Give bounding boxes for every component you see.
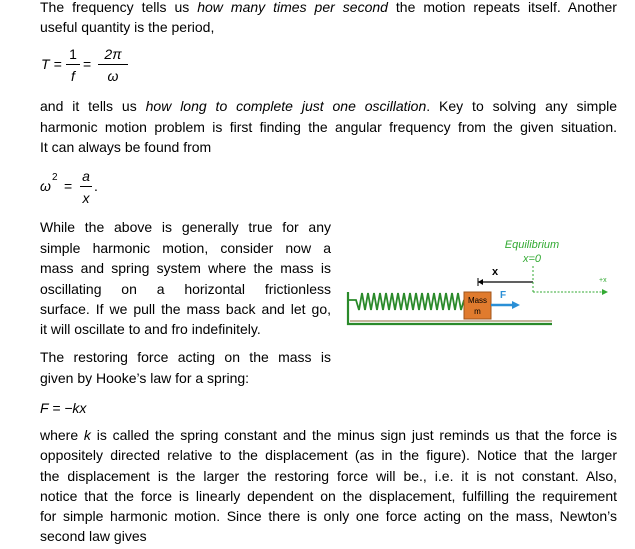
paragraph-3-line: it will oscillate to and fro indefinitely. [40,321,261,337]
fraction-1-denominator: f [71,68,75,84]
paragraph-1-line-2: useful quantity is the period, [40,19,215,35]
fraction-2-numerator: 2π [104,46,122,62]
mass-symbol: m [474,307,481,316]
displacement-label: x [492,266,499,278]
plus-x-label: +x [599,277,607,284]
paragraph-5-line-1: where k is called the spring constant and the minus sign just reminds us that the force is [40,427,617,443]
paragraph-2-line-1: and it tells us how long to complete just one oscillation. Key to solving any simple [40,98,618,114]
paragraph-2-line-3: It can always be found from [40,139,212,155]
equation-hooke: F = −kx [40,400,87,416]
paragraph-3-line: oscillating on a horizontal frictionless [40,281,331,297]
fraction-2-bar [98,64,128,65]
paragraph-5-line: notice that the force is linearly dependent on the displacement, fulfilling the requirement [40,488,617,504]
x-zero-label: x=0 [522,253,542,265]
paragraph-4-line: given by Hooke’s law for a spring: [40,370,250,386]
fraction-2-denominator: ω [107,68,119,84]
paragraph-5-line: second law gives [40,528,147,544]
paragraph-4-line: The restoring force acting on the mass is [40,349,331,365]
paragraph-3-line: While the above is generally true for any [40,219,331,235]
emphasis-text: how many times per second [197,0,388,15]
paragraph-1-line-1: The frequency tells us how many times per second the motion repeats itself. Another [40,0,617,15]
emphasis-text: k [83,427,91,443]
paragraph-2-line-2: harmonic motion problem is first finding the angular frequency from the given situation. [40,119,617,135]
equation-omega-period: . [94,178,98,194]
equation-period-equals: = [83,56,92,72]
equation-omega-superscript: 2 [52,172,58,183]
equation-omega-equals: = [64,178,73,194]
emphasis-text: how long to complete just one oscillation [145,98,427,114]
paragraph-5-line: the displacement is the larger the restoring force will be., i.e. it is not constant. Also, [40,468,617,484]
equation-omega-symbol: ω [40,178,51,194]
paragraph-3-line: simple harmonic motion, consider now a [40,240,331,256]
mass-label: Mass [467,296,488,305]
equation-period-lhs: T = [41,56,62,72]
omega-fraction-bar [80,186,92,187]
mass-spring-figure [340,230,620,330]
force-label: F [500,290,507,301]
paragraph-5-line: oppositely directed relative to the displacement (as in the figure). Notice that the larger [40,447,617,463]
fraction-1-numerator: 1 [69,46,77,62]
spring [348,293,464,310]
force-arrowhead [512,301,520,309]
paragraph-5-line: for simple harmonic motion. Since there is only one force acting on the mass, Newton’s [40,508,617,524]
paragraph-3-line: mass and spring system where the mass is [40,260,331,276]
omega-fraction-numerator: a [82,168,90,184]
equilibrium-label: Equilibrium [504,239,560,251]
fraction-1-bar [66,64,80,65]
omega-fraction-denominator: x [82,190,90,206]
paragraph-3-line: surface. If we pull the mass back and let go, [40,301,331,317]
